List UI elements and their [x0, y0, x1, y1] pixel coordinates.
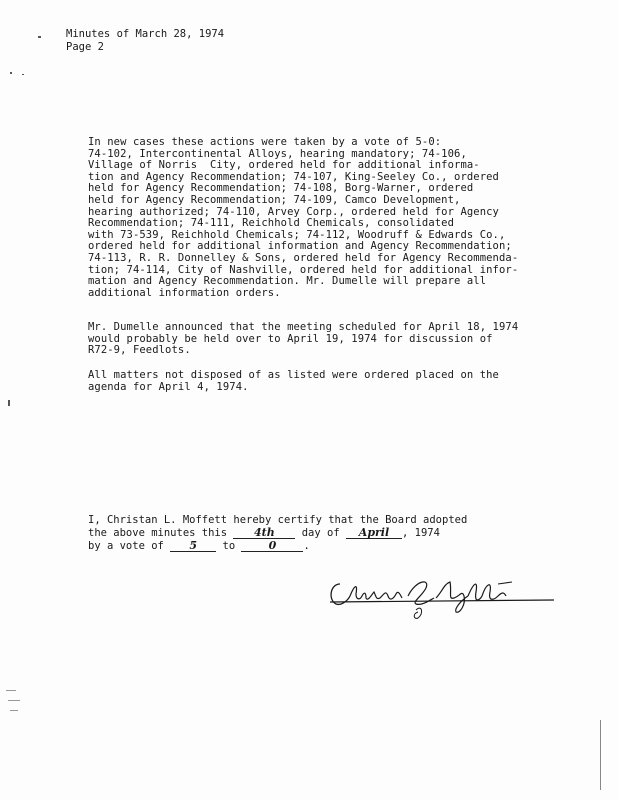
- scan-speck: [6, 690, 16, 691]
- handwritten-signature: [326, 570, 558, 622]
- scan-speck: [10, 72, 12, 74]
- vote-for-fill-in: 5: [170, 540, 216, 552]
- scan-speck: [10, 710, 18, 711]
- page-header: [66, 28, 224, 54]
- header-title: Minutes of March 28, 1974: [66, 28, 225, 40]
- paragraph-meeting-announcement: Mr. Dumelle announced that the meeting scheduled for April 18, 1974 would probably be held over to April 19, 1974 for discussion of R72-9, Feedlots.: [88, 321, 519, 357]
- certification-line-1: I, Christan L. Moffett hereby certify that the Board adopted: [88, 514, 468, 526]
- paragraph-new-cases: In new cases these actions were taken by a vote of 5-0: 74-102, Intercontinental Alloys, hearing mandatory; 74-106, Village of Norris City, ordered held for additional informa- tion and Agency Recommendation; 74-107, King-Seeley Co., ordered held for Agency Recommendation; 74-108, Borg-Warner, ordered held for Agency Recommendation; 74-109, Camco Development, hearing authorized; 74-110, Arvey Corp., ordered held for Agency Recommendation; 74-111, Reichhold Chemicals, consolidated with 73-539, Reichhold Chemicals; 74-112, Woodruff & Edwards Co., ordered held for additional information and Agency Recommendation; 74-113, R. R. Donnelley & Sons, ordered held for Agency Recommenda- tion; 74-114, City of Nashville, ordered held for additional infor- mation and Agency Recommendation. Mr. Dumelle will prepare all additional information orders.: [88, 136, 519, 299]
- certification-text: by a vote of: [88, 540, 171, 552]
- scan-speck: [8, 700, 20, 701]
- certification-block: [88, 514, 467, 553]
- certification-text: to: [216, 540, 242, 552]
- header-page-number: Page 2: [66, 41, 104, 53]
- scan-edge-line: [600, 720, 601, 790]
- scan-speck: [22, 74, 24, 75]
- day-fill-in: 4th: [233, 527, 295, 539]
- certification-text: day of: [295, 527, 346, 539]
- scan-speck: [8, 400, 10, 406]
- certification-text: , 1974: [401, 527, 440, 539]
- paragraph-agenda: All matters not disposed of as listed were ordered placed on the agenda for April 4, 1974.: [88, 369, 499, 393]
- month-fill-in: April: [346, 527, 402, 539]
- vote-against-fill-in: 0: [241, 540, 303, 552]
- certification-text: .: [303, 540, 310, 552]
- certification-text: the above minutes this: [88, 527, 234, 539]
- scan-speck: [38, 36, 41, 38]
